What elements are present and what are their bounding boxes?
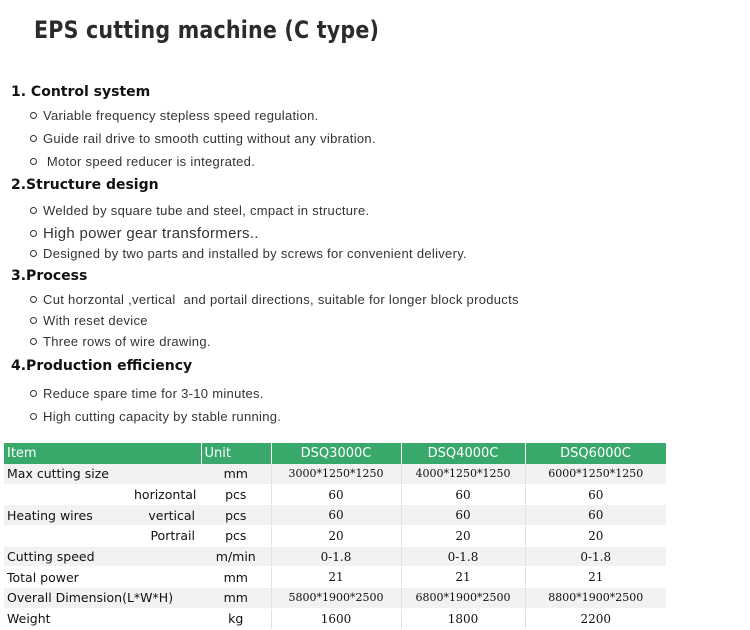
table-row-total-power bbox=[4, 567, 666, 588]
cell-value: 6000*1250*1250 bbox=[525, 464, 666, 484]
cell-value: 21 bbox=[401, 567, 525, 588]
row-label: Overall Dimension(L*W*H) bbox=[4, 588, 201, 609]
circle-bullet-icon bbox=[30, 296, 37, 303]
bullet-item bbox=[30, 225, 259, 242]
row-label-empty bbox=[4, 484, 131, 505]
bullet-text: Motor speed reducer is integrated. bbox=[43, 154, 256, 169]
cell-value: 21 bbox=[525, 567, 666, 588]
table-row-heating-wires-portrail bbox=[4, 526, 666, 547]
cell-value: 0-1.8 bbox=[271, 546, 401, 567]
bullet-item bbox=[30, 334, 211, 349]
row-unit: m/min bbox=[201, 546, 271, 567]
circle-bullet-icon bbox=[30, 135, 37, 142]
row-sublabel: vertical bbox=[131, 505, 201, 526]
bullet-text: Guide rail drive to smooth cutting without any vibration. bbox=[43, 131, 376, 146]
row-unit: pcs bbox=[201, 526, 271, 547]
circle-bullet-icon bbox=[30, 250, 37, 257]
cell-value: 60 bbox=[525, 484, 666, 505]
cell-value: 21 bbox=[271, 567, 401, 588]
cell-value: 5800*1900*2500 bbox=[271, 588, 401, 609]
bullet-text: High cutting capacity by stable running. bbox=[43, 409, 282, 424]
column-header-dsq3000c: DSQ3000C bbox=[271, 443, 401, 464]
cell-value: 1600 bbox=[271, 608, 401, 629]
bullet-item bbox=[30, 203, 369, 218]
bullet-text: High power gear transformers.. bbox=[43, 225, 259, 242]
row-unit: pcs bbox=[201, 484, 271, 505]
table-row-max-cutting-size bbox=[4, 464, 666, 484]
column-header-dsq4000c: DSQ4000C bbox=[401, 443, 525, 464]
bullet-item bbox=[30, 409, 281, 424]
circle-bullet-icon bbox=[30, 390, 37, 397]
cell-value: 6800*1900*2500 bbox=[401, 588, 525, 609]
bullet-text: Designed by two parts and installed by screws for convenient delivery. bbox=[43, 246, 467, 261]
row-unit: kg bbox=[201, 608, 271, 629]
row-sublabel: horizontal bbox=[131, 484, 201, 505]
cell-value: 60 bbox=[401, 505, 525, 526]
bullet-text: With reset device bbox=[43, 313, 148, 328]
cell-value: 3000*1250*1250 bbox=[271, 464, 401, 484]
circle-bullet-icon bbox=[30, 158, 37, 165]
cell-value: 60 bbox=[271, 484, 401, 505]
column-header-dsq6000c: DSQ6000C bbox=[525, 443, 666, 464]
cell-value: 2200 bbox=[525, 608, 666, 629]
row-sublabel: Portrail bbox=[131, 526, 201, 547]
circle-bullet-icon bbox=[30, 317, 37, 324]
circle-bullet-icon bbox=[30, 338, 37, 345]
cell-value: 4000*1250*1250 bbox=[401, 464, 525, 484]
row-label: Total power bbox=[4, 567, 201, 588]
cell-value: 0-1.8 bbox=[401, 546, 525, 567]
section-heading-structure-design: 2.Structure design bbox=[11, 177, 159, 193]
row-unit: mm bbox=[201, 567, 271, 588]
row-unit: mm bbox=[201, 588, 271, 609]
section-heading-production-efficiency: 4.Production efficiency bbox=[11, 358, 193, 374]
bullet-text: Three rows of wire drawing. bbox=[43, 334, 211, 349]
row-unit: mm bbox=[201, 464, 271, 484]
cell-value: 20 bbox=[525, 526, 666, 547]
bullet-item bbox=[30, 386, 264, 401]
circle-bullet-icon bbox=[30, 413, 37, 420]
table-row-heating-wires-vertical bbox=[4, 505, 666, 526]
section-heading-process: 3.Process bbox=[11, 268, 88, 284]
column-header-unit: Unit bbox=[201, 443, 271, 464]
row-label: Heating wires bbox=[4, 505, 131, 526]
cell-value: 20 bbox=[271, 526, 401, 547]
table-row-cutting-speed bbox=[4, 546, 666, 567]
circle-bullet-icon bbox=[30, 112, 37, 119]
row-label-empty bbox=[4, 526, 131, 547]
table-row-weight bbox=[4, 608, 666, 629]
bullet-text: Reduce spare time for 3-10 minutes. bbox=[43, 386, 264, 401]
bullet-item bbox=[30, 246, 467, 261]
bullet-text: Cut horzontal ,vertical and portail directions, suitable for longer block products bbox=[43, 292, 519, 307]
cell-value: 60 bbox=[401, 484, 525, 505]
spec-table bbox=[4, 443, 667, 630]
bullet-item bbox=[30, 154, 255, 169]
section-heading-control-system: 1. Control system bbox=[11, 84, 151, 100]
bullet-item bbox=[30, 108, 319, 123]
table-row-heating-wires-horizontal bbox=[4, 484, 666, 505]
column-header-item: Item bbox=[4, 443, 201, 464]
cell-value: 60 bbox=[525, 505, 666, 526]
bullet-text: Welded by square tube and steel, cmpact in structure. bbox=[43, 203, 370, 218]
cell-value: 1800 bbox=[401, 608, 525, 629]
bullet-item bbox=[30, 131, 376, 146]
page-title: EPS cutting machine (C type) bbox=[34, 16, 380, 44]
bullet-item bbox=[30, 292, 519, 307]
table-header-row bbox=[4, 443, 666, 464]
row-label: Cutting speed bbox=[4, 546, 201, 567]
row-label: Max cutting size bbox=[4, 464, 201, 484]
cell-value: 0-1.8 bbox=[525, 546, 666, 567]
cell-value: 8800*1900*2500 bbox=[525, 588, 666, 609]
circle-bullet-icon bbox=[30, 207, 37, 214]
cell-value: 60 bbox=[271, 505, 401, 526]
bullet-item bbox=[30, 313, 148, 328]
row-unit: pcs bbox=[201, 505, 271, 526]
cell-value: 20 bbox=[401, 526, 525, 547]
row-label: Weight bbox=[4, 608, 201, 629]
table-row-overall-dimension bbox=[4, 588, 666, 609]
bullet-text: Variable frequency stepless speed regulation. bbox=[43, 108, 319, 123]
circle-bullet-icon bbox=[30, 230, 37, 237]
